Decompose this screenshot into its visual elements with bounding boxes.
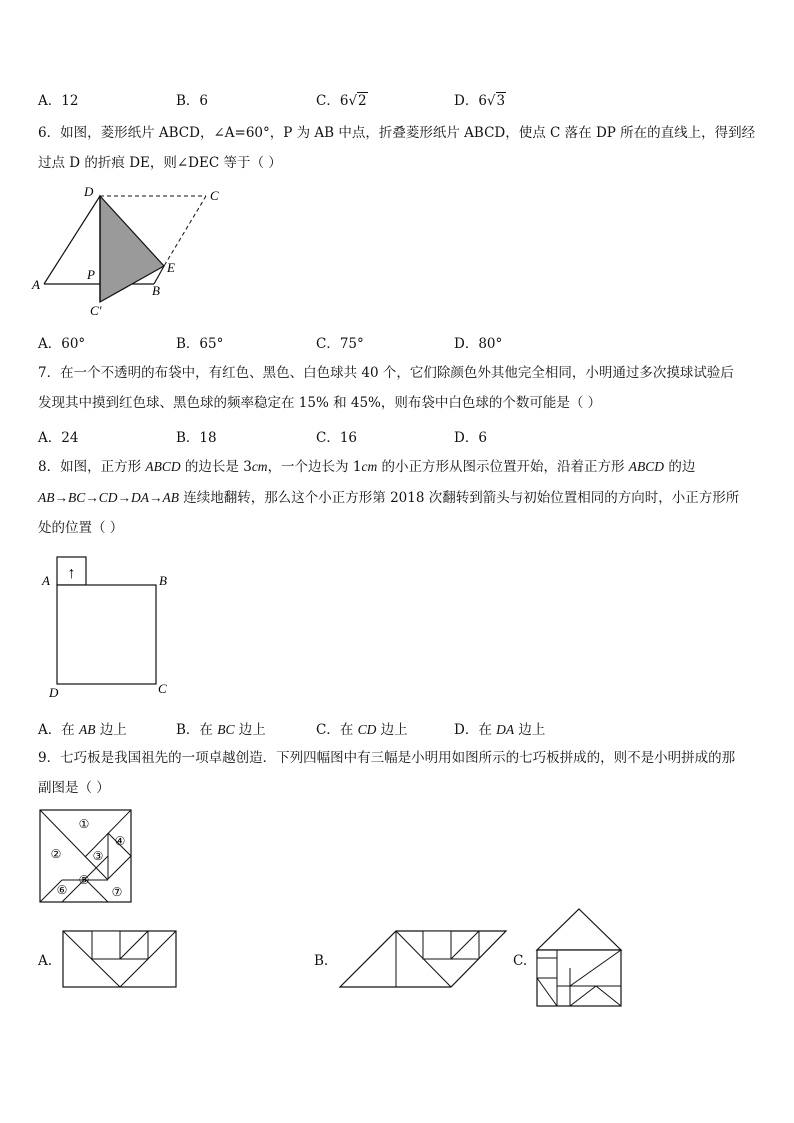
piece-3: ③ xyxy=(92,849,104,863)
q6-option-b[interactable]: B．65° xyxy=(176,336,224,352)
label-b: B xyxy=(159,573,167,588)
big-square xyxy=(57,585,156,684)
q8-path: AB→BC→CD→DA→AB xyxy=(38,490,179,505)
q8-line2: AB→BC→CD→DA→AB 连续地翻转，那么这个小正方形第 2018 次翻转到箭头与初始位置相同的方向时，小正方形所 xyxy=(38,490,740,506)
q5-option-d-radicand: 3 xyxy=(496,93,506,109)
label-c: C xyxy=(158,681,167,696)
q7-line1: 7．在一个不透明的布袋中，有红色、黑色、白色球共 40 个，它们除颜色外其他完全相同，小明通过多次摸球试验后 xyxy=(38,365,734,381)
q6-option-a[interactable]: A．60° xyxy=(38,336,86,352)
label-c-prime: C′ xyxy=(90,303,102,318)
q5-option-c-coef: 6 xyxy=(339,93,349,109)
label-b: B xyxy=(152,283,160,298)
dashed-side-ce xyxy=(164,196,206,266)
q5-option-d-label: D． xyxy=(454,93,479,109)
q9-line2: 副图是（ ） xyxy=(38,780,110,796)
sqrt-symbol: √2 xyxy=(348,93,367,109)
label-d: D xyxy=(49,685,59,700)
q6-rhombus-figure xyxy=(30,180,230,320)
q5-option-c-label: C． xyxy=(316,93,340,109)
q8-line1: 8．如图，正方形 ABCD 的边长是 3cm，一个边长为 1cm 的小正方形从图示位置开始，沿着正方形 ABCD 的边 xyxy=(38,459,696,475)
q5-option-a[interactable]: A．12 xyxy=(38,93,79,109)
label-p: P xyxy=(87,267,95,282)
piece-2: ② xyxy=(50,847,62,861)
q7-line2: 发现其中摸到红色球、黑色球的频率稳定在 15% 和 45%，则布袋中白色球的个数可能是（ ） xyxy=(38,395,602,411)
label-e: E xyxy=(167,260,175,275)
label-d: D xyxy=(84,184,94,199)
piece-1: ① xyxy=(78,817,90,831)
piece-6: ⑥ xyxy=(56,883,68,897)
q6-line2: 过点 D 的折痕 DE，则∠DEC 等于（ ） xyxy=(38,155,282,171)
q5-option-d[interactable] xyxy=(454,89,506,109)
q7-option-c[interactable]: C．16 xyxy=(316,430,358,446)
q6-line1: 6．如图，菱形纸片 ABCD，∠A=60°，P 为 AB 中点，折叠菱形纸片 ABCD，使点 C 落在 DP 所在的直线上，得到经 xyxy=(38,125,756,141)
q9-option-b-figure[interactable] xyxy=(336,928,511,990)
q6-option-d[interactable]: D．80° xyxy=(454,336,503,352)
tangram-figure xyxy=(38,808,134,904)
q6-option-c[interactable]: C．75° xyxy=(316,336,364,352)
q9-option-c-figure[interactable] xyxy=(534,906,626,1010)
q9-option-a-label[interactable]: A. xyxy=(38,953,53,969)
piece-7: ⑦ xyxy=(111,885,123,899)
q8-option-a[interactable]: A．在 AB 边上 xyxy=(38,722,127,738)
q5-option-b[interactable]: B．6 xyxy=(176,93,209,109)
q5-option-c[interactable] xyxy=(316,89,368,109)
q8-option-b[interactable]: B．在 BC 边上 xyxy=(176,722,266,738)
q7-option-d[interactable]: D．6 xyxy=(454,430,487,446)
q5-option-c-radicand: 2 xyxy=(358,93,367,109)
label-c: C xyxy=(210,188,219,203)
piece-4: ④ xyxy=(114,834,126,848)
sqrt-symbol: √3 xyxy=(486,93,506,109)
label-a: A xyxy=(32,277,40,292)
q8-square-figure xyxy=(30,548,190,708)
q8-line3: 处的位置（ ） xyxy=(38,520,124,536)
piece-5: ⑤ xyxy=(78,873,90,887)
q7-option-a[interactable]: A．24 xyxy=(38,430,79,446)
q9-line1: 9．七巧板是我国祖先的一项卓越创造．下列四幅图中有三幅是小明用如图所示的七巧板拼成的，则不是小明拼成的那 xyxy=(38,750,736,766)
q8-option-d[interactable]: D．在 DA 边上 xyxy=(454,722,546,738)
arrow-icon: ↑ xyxy=(67,565,76,582)
q9-option-c-label[interactable]: C. xyxy=(513,953,528,969)
q9-option-a-figure[interactable] xyxy=(60,928,180,990)
label-a: A xyxy=(42,573,50,588)
q9-option-b-label[interactable]: B. xyxy=(314,953,329,969)
q7-option-b[interactable]: B．18 xyxy=(176,430,217,446)
q8-option-c[interactable]: C．在 CD 边上 xyxy=(316,722,408,738)
q5-option-d-coef: 6 xyxy=(478,93,487,109)
